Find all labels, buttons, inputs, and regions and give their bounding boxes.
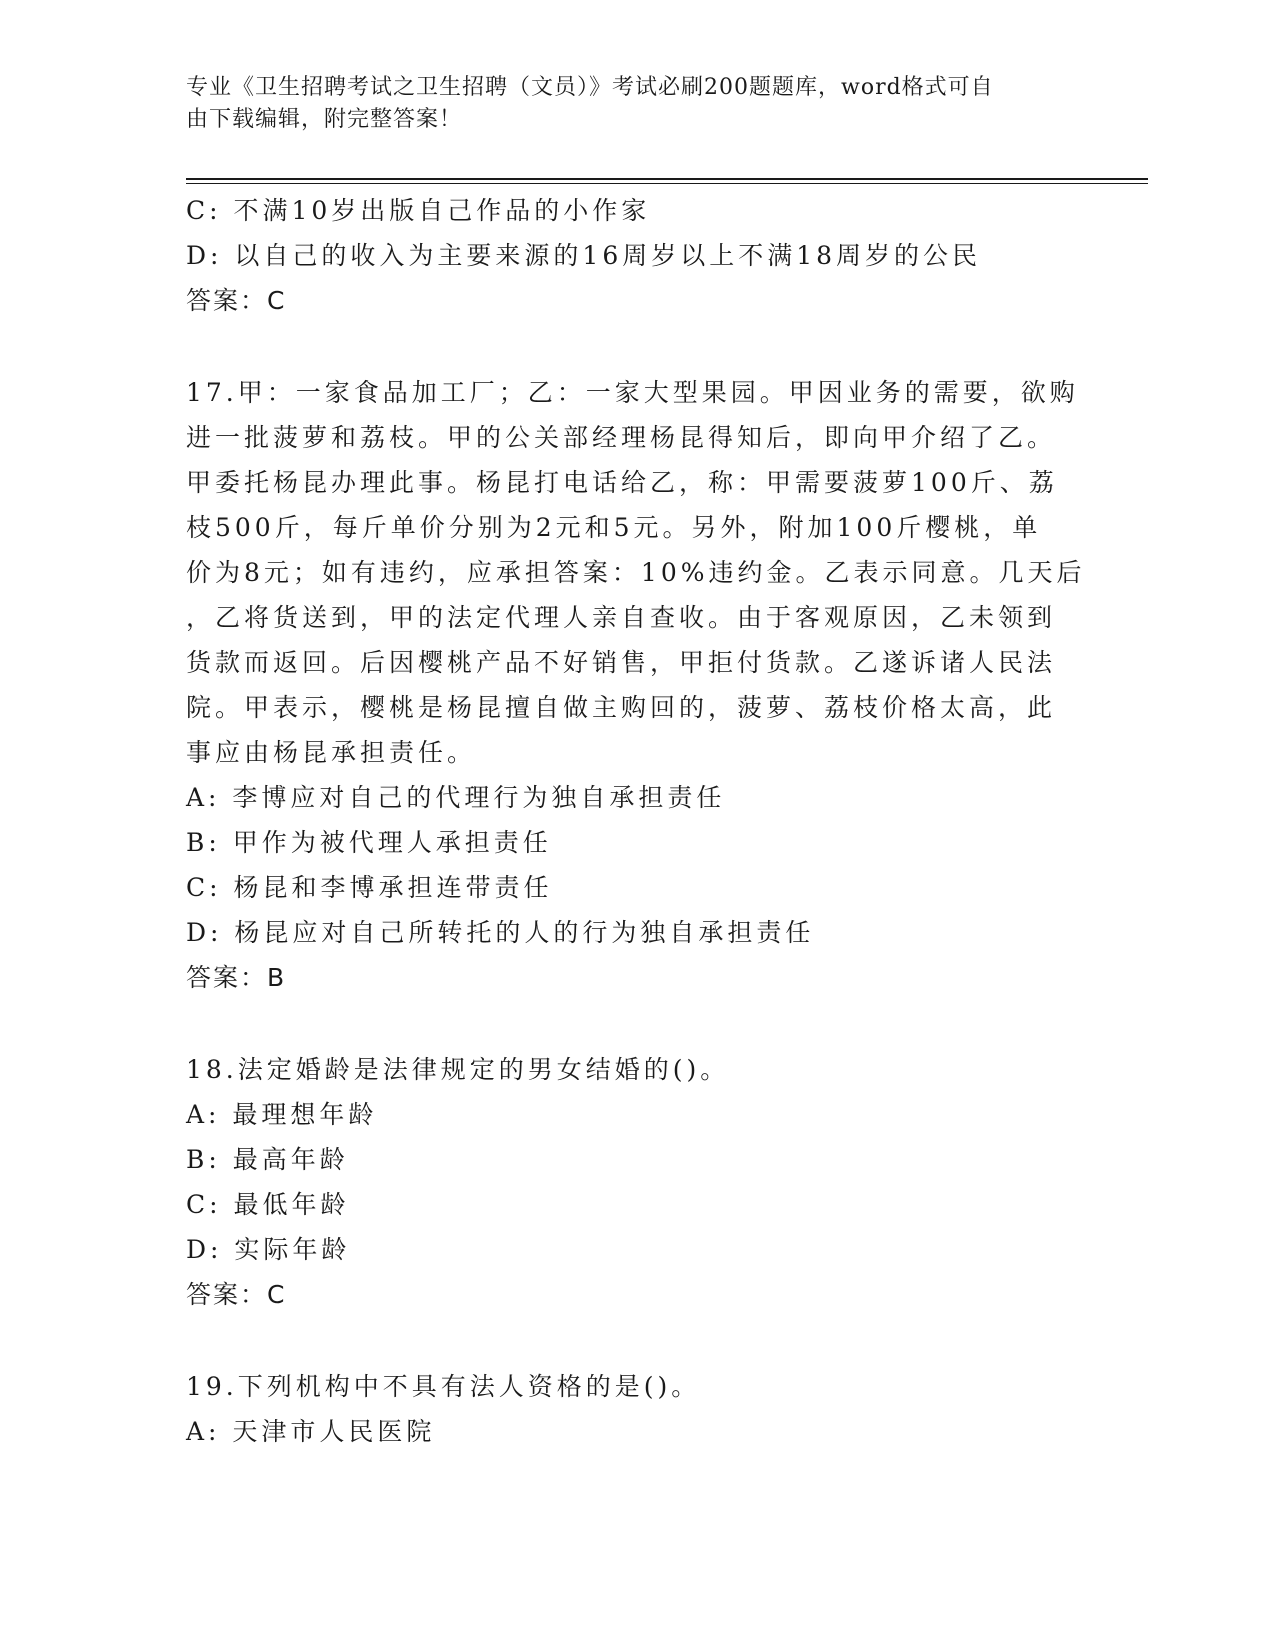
header-title-line-2: 由下载编辑，附完整答案！ bbox=[186, 107, 463, 132]
question-content bbox=[186, 188, 1086, 1454]
question-18 bbox=[186, 1047, 1086, 1317]
document-header bbox=[186, 72, 1066, 136]
q17-stem bbox=[186, 370, 1086, 775]
header-title-line-1: 专业《卫生招聘考试之卫生招聘（文员）》考试必刷200题题库，word格式可自 bbox=[186, 75, 994, 100]
spacer bbox=[186, 323, 1086, 370]
q18-stem: 18.法定婚龄是法律规定的男女结婚的()。 bbox=[186, 1055, 730, 1084]
q18-answer: 答案：C bbox=[186, 1280, 287, 1309]
q17-option-d: D: 杨昆应对自己所转托的人的行为独自承担责任 bbox=[186, 918, 815, 947]
q17-option-b: B: 甲作为被代理人承担责任 bbox=[186, 828, 552, 857]
q16-option-d: D: 以自己的收入为主要来源的16周岁以上不满18周岁的公民 bbox=[186, 241, 982, 270]
q17-stem-line: 甲委托杨昆办理此事。杨昆打电话给乙，称：甲需要菠萝100斤、荔 bbox=[186, 468, 1058, 497]
q19-option-a: A: 天津市人民医院 bbox=[186, 1417, 436, 1446]
q16-option-c: C: 不满10岁出版自己作品的小作家 bbox=[186, 196, 651, 225]
q18-option-b: B: 最高年龄 bbox=[186, 1145, 349, 1174]
header-rule-thin bbox=[186, 183, 1148, 184]
q17-stem-line: 货款而返回。后因樱桃产品不好销售，甲拒付货款。乙遂诉诸人民法 bbox=[186, 648, 1057, 677]
question-17 bbox=[186, 370, 1086, 1000]
q17-stem-line: 院。甲表示，樱桃是杨昆擅自做主购回的，菠萝、荔枝价格太高，此 bbox=[186, 693, 1057, 722]
question-19 bbox=[186, 1364, 1086, 1454]
q17-stem-line: 枝500斤，每斤单价分别为2元和5元。另外，附加100斤樱桃，单 bbox=[186, 513, 1042, 542]
question-16 bbox=[186, 188, 1086, 323]
q17-option-c: C: 杨昆和李博承担连带责任 bbox=[186, 873, 553, 902]
q18-option-d: D: 实际年龄 bbox=[186, 1235, 351, 1264]
q17-stem-line: 进一批菠萝和荔枝。甲的公关部经理杨昆得知后，即向甲介绍了乙。 bbox=[186, 423, 1057, 452]
q19-stem: 19.下列机构中不具有法人资格的是()。 bbox=[186, 1372, 701, 1401]
q16-answer: 答案：C bbox=[186, 286, 287, 315]
q17-stem-line: 事应由杨昆承担责任。 bbox=[186, 738, 477, 767]
header-rule-thick bbox=[186, 178, 1148, 180]
q17-stem-line: ，乙将货送到，甲的法定代理人亲自查收。由于客观原因，乙未领到 bbox=[186, 603, 1057, 632]
q17-stem-line: 价为8元；如有违约，应承担答案：10%违约金。乙表示同意。几天后 bbox=[186, 558, 1086, 587]
spacer bbox=[186, 1317, 1086, 1364]
q18-option-a: A: 最理想年龄 bbox=[186, 1100, 378, 1129]
q18-option-c: C: 最低年龄 bbox=[186, 1190, 350, 1219]
q17-option-a: A: 李博应对自己的代理行为独自承担责任 bbox=[186, 783, 726, 812]
q17-stem-line: 17.甲：一家食品加工厂；乙：一家大型果园。甲因业务的需要，欲购 bbox=[186, 378, 1079, 407]
spacer bbox=[186, 1000, 1086, 1047]
q17-answer: 答案：B bbox=[186, 963, 287, 992]
